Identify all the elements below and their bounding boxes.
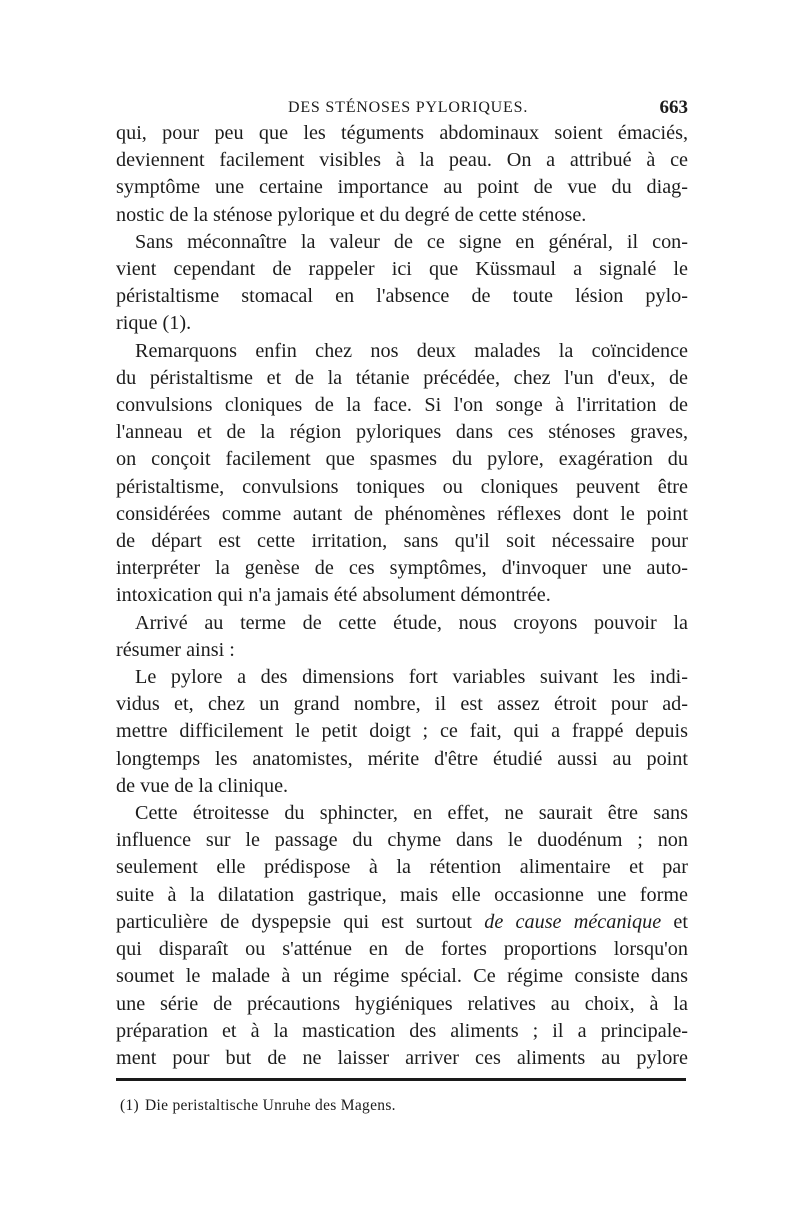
text-line: deviennent facilement visibles à la peau. On a attribué à ce [116,149,688,172]
text-line: péristaltisme, convulsions toniques ou cloniques peuvent être [116,475,688,498]
paragraph [116,664,688,800]
text-line: nostic de la sténose pylorique et du degré de cette sténose. [116,203,587,226]
text-line: convulsions cloniques de la face. Si l'on songe à l'irritation de [116,394,688,417]
text-line: Le pylore a des dimensions fort variables suivant les indi- [135,666,688,689]
text-line: vidus et, chez un grand nombre, il est assez étroit pour ad- [116,693,688,716]
text-line: considérées comme autant de phénomènes réflexes dont le point [116,502,688,525]
footnote [120,1097,396,1115]
text-line: l'anneau et de la région pyloriques dans ces sténoses graves, [116,421,688,444]
running-title: DES STÉNOSES PYLORIQUES. [288,99,529,116]
text-line: on conçoit facilement que spasmes du pylore, exagération du [116,448,688,471]
italic-phrase: de cause mécanique [484,910,662,933]
paragraph [116,120,688,229]
footnote-text: Die peristaltische Unruhe des Magens. [144,1097,396,1114]
text-line: ment pour but de ne laisser arriver ces aliments au pylore [116,1046,688,1069]
footnote-rule [116,1078,686,1081]
body-text [116,120,688,1072]
text-line: intoxication qui n'a jamais été absolument démontrée. [116,584,551,607]
text-line: influence sur le passage du chyme dans le duodénum ; non [116,829,688,852]
text-line: Arrivé au terme de cette étude, nous croyons pouvoir la [135,611,688,634]
text-line: péristaltisme stomacal en l'absence de toute lésion pylo- [116,285,688,308]
text-segment: et [673,910,688,933]
text-line: qui, pour peu que les téguments abdominaux soient émaciés, [116,122,688,144]
text-line: soumet le malade à un régime spécial. Ce régime consiste dans [116,965,688,988]
footnote-marker: (1) [120,1097,139,1114]
paragraph [116,800,688,1072]
text-line-mixed [116,909,688,936]
text-line: préparation et à la mastication des aliments ; il a principale- [116,1019,688,1042]
text-line: interpréter la genèse de ces symptômes, d'invoquer une auto- [116,557,688,580]
text-line: longtemps les anatomistes, mérite d'être étudié aussi au point [116,747,688,770]
text-line: Cette étroitesse du sphincter, en effet, ne saurait être sans [135,802,688,825]
paragraph [116,338,688,610]
page-number: 663 [659,97,688,118]
text-line: de vue de la clinique. [116,774,289,797]
text-segment: particulière de dyspepsie qui est surtout [116,910,473,933]
text-line: résumer ainsi : [116,638,235,661]
text-line: rique (1). [116,312,192,335]
paragraph [116,610,688,664]
text-line: symptôme une certaine importance au point de vue du diag- [116,176,688,199]
text-line: vient cependant de rappeler ici que Küssmaul a signalé le [116,258,688,281]
text-line: suite à la dilatation gastrique, mais elle occasionne une forme [116,883,688,906]
paragraph [116,229,688,338]
text-line: qui disparaît ou s'atténue en de fortes proportions lorsqu'on [116,938,688,961]
text-line: Remarquons enfin chez nos deux malades la coïncidence [135,339,688,362]
text-line: Sans méconnaître la valeur de ce signe en général, il con- [135,230,688,253]
text-line: du péristaltisme et de la tétanie précédée, chez l'un d'eux, de [116,366,688,389]
text-line: une série de précautions hygiéniques relatives au choix, à la [116,992,688,1015]
text-line: de départ est cette irritation, sans qu'il soit nécessaire pour [116,530,688,553]
text-line: seulement elle prédispose à la rétention alimentaire et par [116,856,688,879]
text-line: mettre difficilement le petit doigt ; ce fait, qui a frappé depuis [116,720,688,743]
